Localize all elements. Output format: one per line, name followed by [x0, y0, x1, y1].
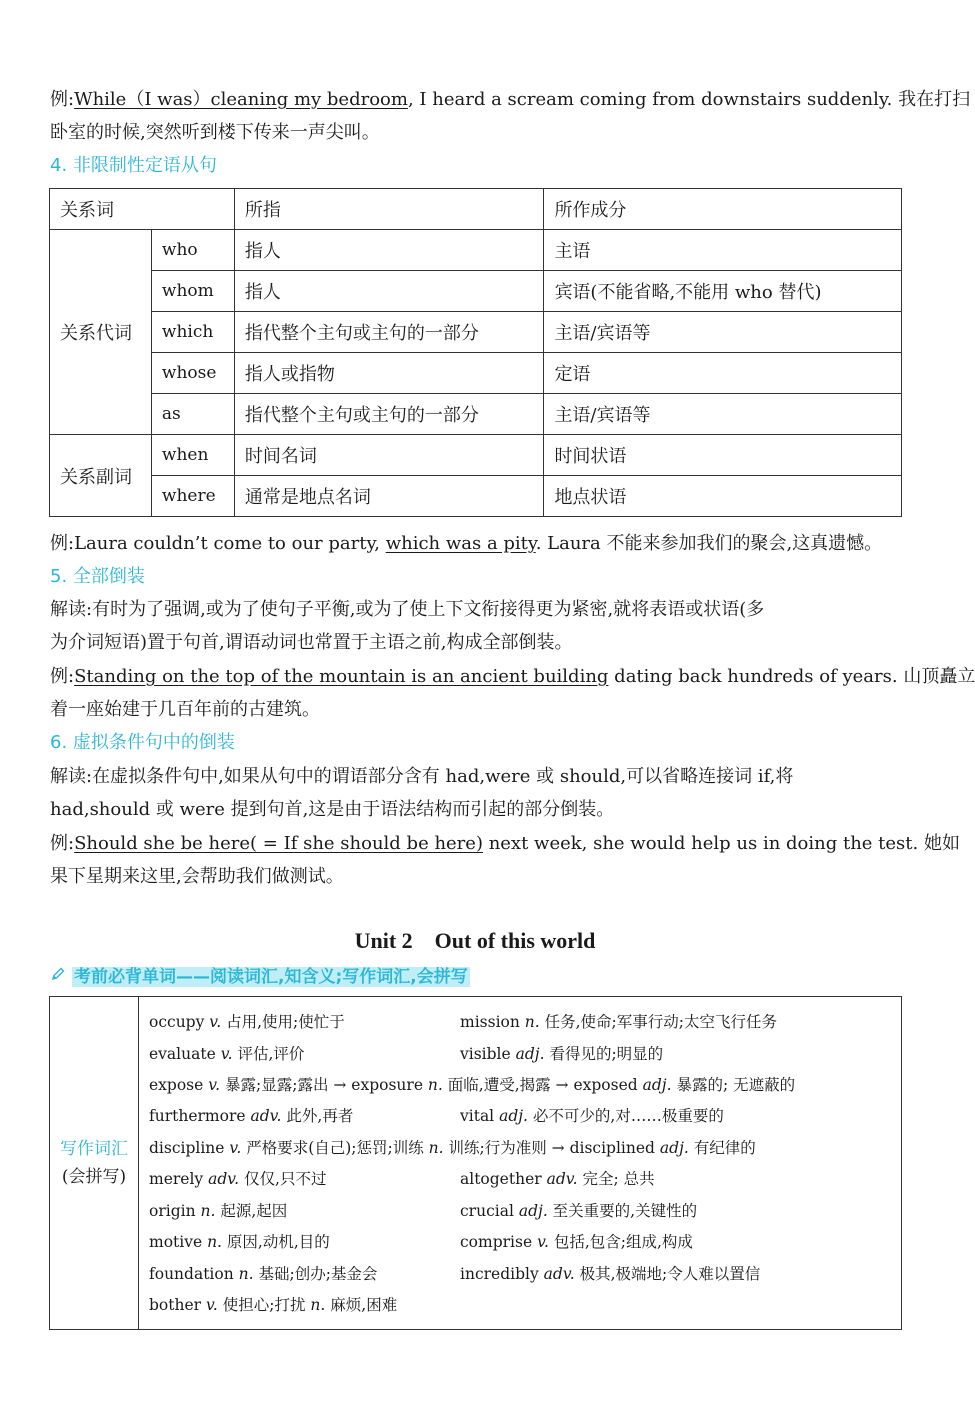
example-text: , I heard a scream coming from downstairs suddenly. 我在打扫	[407, 89, 971, 110]
section-heading: 6. 虚拟条件句中的倒装	[50, 732, 235, 753]
vocab-entry: discipline v. 严格要求(自己);惩罚;训练 n. 训练;行为准则 → disciplined adj. 有纪律的	[149, 1139, 756, 1157]
example-prefix: 例:	[50, 89, 75, 110]
vocab-entry: bother v. 使担心;打扰 n. 麻烦,困难	[149, 1296, 398, 1314]
table-cell: whose	[151, 353, 234, 394]
explanation-line: 解读:有时为了强调,或为了使句子平衡,或为了使上下文衔接得更为紧密,就将表语或状语(多	[50, 599, 765, 620]
table-header: 关系词	[50, 189, 235, 230]
table-cell: 主语/宾语等	[544, 394, 902, 435]
vocab-entry: foundation n. 基础;创办;基金会	[149, 1265, 378, 1283]
unit-title: Unit 2 Out of this world	[354, 928, 596, 953]
table-cell: where	[151, 476, 234, 517]
example-text: dating back hundreds of years. 山顶矗立	[608, 666, 975, 687]
vocab-entry: incredibly adv. 极其,极端地;令人难以置信	[460, 1265, 761, 1283]
example-text: . Laura 不能来参加我们的聚会,这真遗憾。	[535, 533, 883, 554]
table-cell: 指代整个主句或主句的一部分	[234, 312, 544, 353]
example-translation: 着一座始建于几百年前的古建筑。	[50, 699, 320, 720]
table-cell: 定语	[544, 353, 902, 394]
example-underlined: which was a pity	[385, 533, 536, 554]
table-cell: 主语	[544, 230, 902, 271]
table-cell: which	[151, 312, 234, 353]
vocab-entry: altogether adv. 完全; 总共	[460, 1170, 655, 1188]
vocab-entry: origin n. 起源,起因	[149, 1202, 288, 1220]
example-text: next week, she would help us in doing the test. 她如	[482, 833, 960, 854]
explanation-line: 为介词短语)置于句首,谓语动词也常置于主语之前,构成全部倒装。	[50, 632, 573, 653]
table-cell: as	[151, 394, 234, 435]
example-translation: 果下星期来这里,会帮助我们做测试。	[50, 866, 344, 887]
vocab-entry: evaluate v. 评估,评价	[149, 1045, 305, 1063]
table-cell: when	[151, 435, 234, 476]
pencil-icon	[50, 964, 66, 990]
vocab-entry: comprise v. 包括,包含;组成,构成	[460, 1233, 693, 1251]
vocab-entry: expose v. 暴露;显露;露出 → exposure n. 面临,遭受,揭露 → exposed adj. 暴露的; 无遮蔽的	[149, 1076, 796, 1094]
example-line	[50, 88, 971, 112]
table-row	[50, 394, 902, 435]
table-cell: 指人或指物	[234, 353, 544, 394]
vocab-entry: crucial adj. 至关重要的,关键性的	[460, 1202, 698, 1220]
table-cell: 指人	[234, 271, 544, 312]
example-prefix: 例:	[50, 666, 75, 687]
table-cell: 指代整个主句或主句的一部分	[234, 394, 544, 435]
vocab-category-label: 写作词汇	[60, 1139, 128, 1159]
table-row	[50, 271, 902, 312]
vocab-entry: motive n. 原因,动机,目的	[149, 1233, 330, 1251]
table-row	[50, 435, 902, 476]
example-underlined: While（I was）cleaning my bedroom	[74, 89, 408, 110]
table-cell: 指人	[234, 230, 544, 271]
vocab-entry: mission n. 任务,使命;军事行动;太空飞行任务	[460, 1013, 777, 1031]
vocab-category	[50, 997, 139, 1329]
table-cell: 主语/宾语等	[544, 312, 902, 353]
table-row	[50, 476, 902, 517]
table-cell: 通常是地点名词	[234, 476, 544, 517]
example-translation: 卧室的时候,突然听到楼下传来一声尖叫。	[50, 122, 380, 143]
table-cell: who	[151, 230, 234, 271]
explanation-line: 解读:在虚拟条件句中,如果从句中的谓语部分含有 had,were 或 should,可以省略连接词 if,将	[50, 766, 794, 787]
vocab-box	[49, 996, 902, 1330]
group-label: 关系副词	[50, 435, 152, 517]
table-row	[50, 312, 902, 353]
example-line	[50, 665, 975, 689]
table-cell: 宾语(不能省略,不能用 who 替代)	[544, 271, 902, 312]
group-label: 关系代词	[50, 230, 152, 435]
table-row	[50, 230, 902, 271]
vocab-entry: visible adj. 看得见的;明显的	[460, 1045, 664, 1063]
table-row	[50, 353, 902, 394]
table-cell: 时间名词	[234, 435, 544, 476]
table-header-row	[50, 189, 902, 230]
example-line	[50, 832, 960, 856]
example-underlined: Should she be here( = If she should be here)	[74, 833, 483, 854]
section-heading: 5. 全部倒装	[50, 566, 145, 587]
example-line	[50, 532, 902, 556]
vocab-entry: furthermore adv. 此外,再者	[149, 1107, 354, 1125]
table-header: 所指	[234, 189, 544, 230]
table-cell: 地点状语	[544, 476, 902, 517]
vocab-banner	[50, 964, 470, 990]
table-header: 所作成分	[544, 189, 902, 230]
explanation-line: had,should 或 were 提到句首,这是由于语法结构而引起的部分倒装。	[50, 799, 615, 820]
vocab-category-note: (会拼写)	[61, 1167, 127, 1187]
table-cell: 时间状语	[544, 435, 902, 476]
section-heading: 4. 非限制性定语从句	[50, 155, 217, 176]
vocab-entry: vital adj. 必不可少的,对……极重要的	[460, 1107, 724, 1125]
vocab-banner-text: 考前必背单词——阅读词汇,知含义;写作词汇,会拼写	[74, 967, 468, 987]
vocab-entry: occupy v. 占用,使用;使忙于	[149, 1013, 345, 1031]
table-cell: whom	[151, 271, 234, 312]
example-underlined: Standing on the top of the mountain is an ancient building	[74, 666, 609, 687]
relative-words-table	[49, 188, 902, 517]
example-text: 例:Laura couldn’t come to our party,	[50, 533, 386, 554]
example-prefix: 例:	[50, 833, 75, 854]
vocab-entry: merely adv. 仅仅,只不过	[149, 1170, 327, 1188]
